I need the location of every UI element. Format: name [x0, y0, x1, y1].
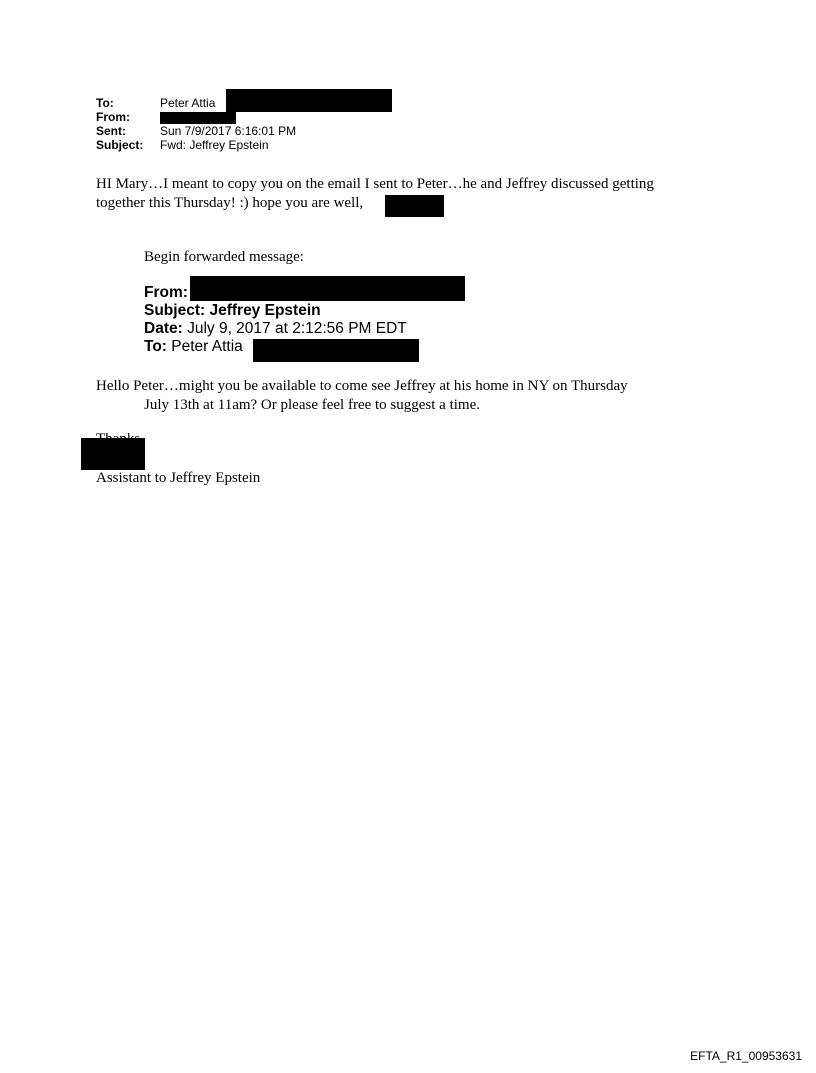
redaction-forwarded-to-email — [253, 339, 419, 362]
header-to-value: Peter Attia — [160, 96, 216, 110]
forwarded-date-row — [144, 320, 407, 338]
header-subject-label: Subject: — [96, 138, 144, 152]
header-from-label: From: — [96, 110, 130, 124]
document-id: EFTA_R1_00953631 — [690, 1049, 802, 1063]
header-to-label: To: — [96, 96, 114, 110]
message-line-1: HI Mary…I meant to copy you on the email I sent to Peter…he and Jeffrey discussed getting — [96, 176, 654, 192]
header-subject-value: Fwd: Jeffrey Epstein — [160, 138, 269, 152]
forwarded-to-row — [144, 338, 243, 356]
forwarded-intro: Begin forwarded message: — [144, 249, 304, 265]
original-signature: Assistant to Jeffrey Epstein — [96, 470, 261, 486]
forwarded-from-label: From: — [144, 284, 188, 301]
redaction-to-email — [226, 89, 392, 112]
original-line-1: Hello Peter…might you be available to come see Jeffrey at his home in NY on Thursday — [96, 378, 628, 394]
forwarded-subject-row — [144, 302, 321, 320]
forwarded-to-label: To: — [144, 338, 167, 355]
forwarded-date-value: July 9, 2017 at 2:12:56 PM EDT — [187, 320, 407, 337]
forwarded-from-row — [144, 284, 188, 302]
redaction-signoff-name — [385, 195, 444, 217]
redaction-from-sender — [160, 112, 236, 124]
forwarded-to-value: Peter Attia — [171, 338, 243, 355]
forwarded-subject-label: Subject: — [144, 302, 206, 319]
redaction-forwarded-from — [190, 276, 465, 301]
forwarded-date-label: Date: — [144, 320, 183, 337]
header-sent-label: Sent: — [96, 124, 126, 138]
original-line-2: July 13th at 11am? Or please feel free to suggest a time. — [144, 397, 480, 413]
header-sent-value: Sun 7/9/2017 6:16:01 PM — [160, 124, 297, 138]
forwarded-subject-value: Jeffrey Epstein — [209, 302, 321, 319]
message-line-2: together this Thursday! :) hope you are well, — [96, 195, 364, 211]
redaction-assistant-name — [81, 438, 145, 470]
